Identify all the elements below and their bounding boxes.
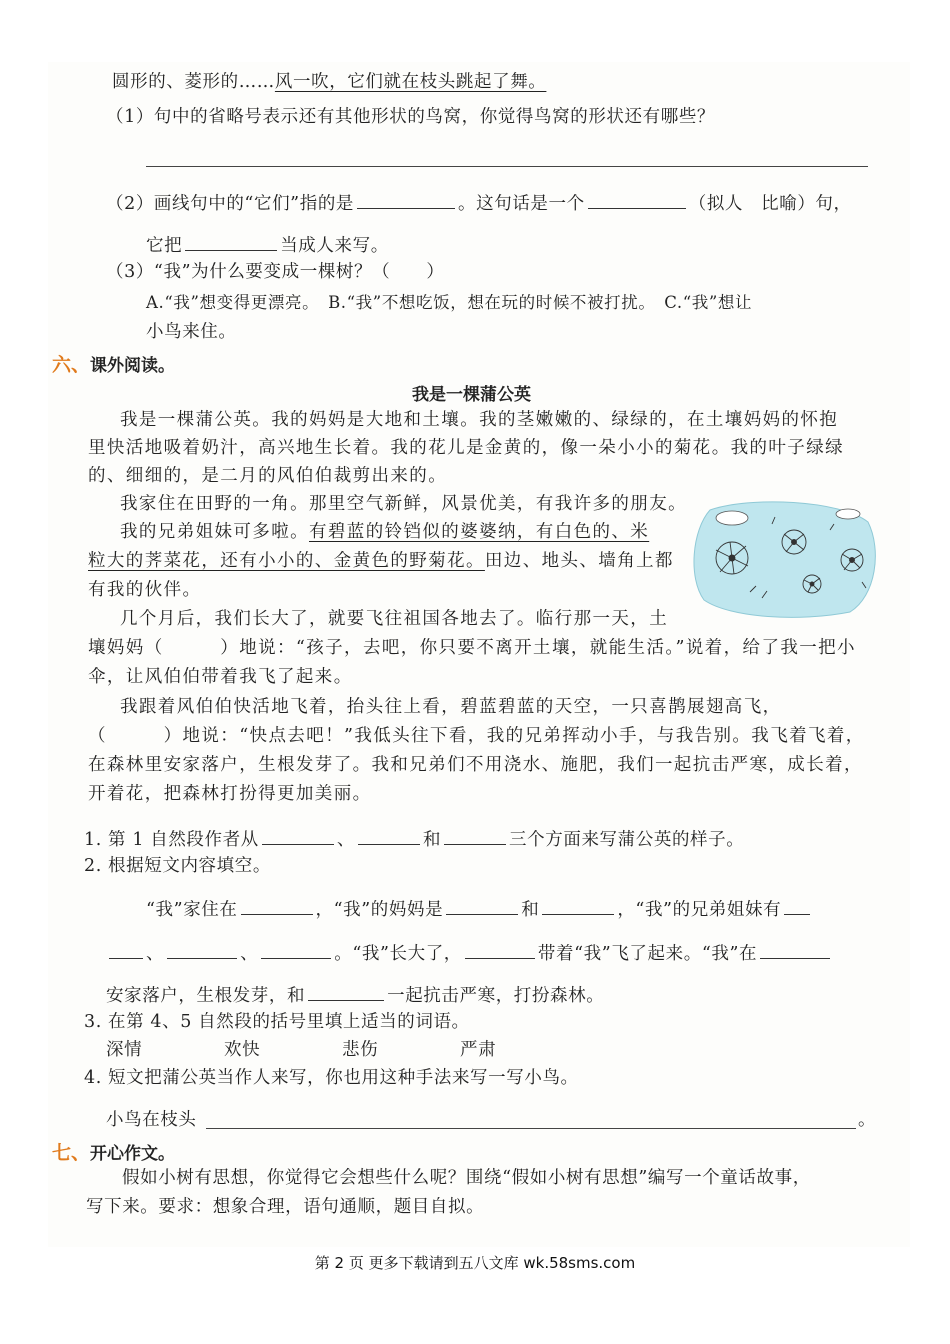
exercise-1: 1. 第 1 自然段作者从 、 和 三个方面来写蒲公英的样子。 (84, 826, 744, 852)
blank-ex2-mother-a[interactable] (446, 896, 518, 915)
question-3-options: A.“我”想变得更漂亮。 B.“我”不想吃饭，想在玩的时候不被打扰。 C.“我”想让 (146, 293, 753, 312)
passage-p1-l2: 里快活地吸着奶汁，高兴地生长着。我的花儿是金黄的，像一朵小小的菊花。我的叶子绿绿 (88, 438, 844, 458)
exercise-4-period: 。 (858, 1110, 877, 1130)
passage-p4-l3: 伞，让风伯伯带着我飞了起来。 (88, 667, 353, 687)
word-option: 悲伤 (342, 1040, 379, 1060)
passage-p5-l4: 开着花，把森林打扮得更加美丽。 (88, 784, 372, 804)
blank-ex2-mother-b[interactable] (542, 896, 614, 915)
blank-ex2-carrier[interactable] (465, 940, 535, 959)
blank-ex1-b[interactable] (358, 826, 420, 845)
exercise-4: 4. 短文把蒲公英当作人来写，你也用这种手法来写一写小鸟。 (84, 1068, 579, 1088)
passage-p5-l3: 在森林里安家落户，生根发芽了。我和兄弟们不用浇水、施肥，我们一起抗击严寒，成长着， (88, 755, 863, 775)
question-3: （3）“我”为什么要变成一棵树？（ ） (106, 262, 445, 282)
page-footer: 第 2 页 更多下载请到五八文库 wk.58sms.com (314, 1254, 636, 1272)
section-6-heading: 六、课外阅读。 (52, 354, 176, 376)
passage-p1-l1: 我是一棵蒲公英。我的妈妈是大地和土壤。我的茎嫩嫩的、绿绿的，在土壤妈妈的怀抱 (120, 410, 839, 430)
blank-ex2-siblings-a-cont[interactable] (109, 940, 143, 959)
answer-line-q1[interactable] (146, 166, 868, 167)
passage-p1-l3: 的、细细的，是二月的风伯伯裁剪出来的。 (88, 466, 448, 486)
composition-prompt-l2: 写下来。要求：想象合理，语句通顺，题目自拟。 (86, 1197, 485, 1217)
dandelion-illustration (690, 500, 878, 618)
blank-q2-type[interactable] (588, 190, 686, 209)
question-2-cont: 它把 当成人来写。 (146, 232, 389, 258)
exercise-3: 3. 在第 4、5 自然段的括号里填上适当的词语。 (84, 1012, 470, 1032)
passage-p5-l2: （ ）地说：“快点去吧！”我低头往下看，我的兄弟挥动小手，与我告别。我飞着飞着， (88, 726, 865, 746)
blank-ex2-siblings-c[interactable] (261, 940, 331, 959)
word-option: 严肃 (460, 1040, 497, 1060)
passage-p3-l2: 粒大的荠菜花，还有小小的、金黄色的野菊花。田边、地头、墙角上都 (88, 551, 674, 571)
passage-p2-l1: 我家住在田野的一角。那里空气新鲜，风景优美，有我许多的朋友。 (120, 494, 687, 514)
word-option: 欢快 (224, 1040, 261, 1060)
blank-ex2-siblings-a[interactable] (784, 896, 810, 915)
blank-ex2-home[interactable] (241, 896, 313, 915)
blank-ex1-a[interactable] (262, 826, 334, 845)
carryover-sentence: 圆形的、菱形的……风一吹，它们就在枝头跳起了舞。 (112, 72, 547, 92)
exercise-2-line-1: “我”家住在 ，“我”的妈妈是 和 ，“我”的兄弟姐妹有 (146, 896, 813, 922)
exercise-2-line-3: 安家落户，生根发芽，和 一起抗击严寒，打扮森林。 (106, 982, 604, 1008)
section-7-heading: 七、开心作文。 (52, 1142, 176, 1164)
question-3-options-cont: 小鸟来住。 (146, 322, 237, 342)
question-1: （1）句中的省略号表示还有其他形状的鸟窝，你觉得鸟窝的形状还有哪些？ (106, 107, 716, 127)
passage-p3-l1: 我的兄弟姐妹可多啦。有碧蓝的铃铛似的婆婆纳，有白色的、米 (120, 522, 650, 542)
answer-line-ex4[interactable] (206, 1128, 856, 1129)
word-bank (106, 1038, 578, 1062)
blank-ex2-place[interactable] (760, 940, 830, 959)
blank-ex2-siblings-b[interactable] (167, 940, 237, 959)
question-2: （2）画线句中的“它们”指的是 。这句话是一个 （拟人 比喻）句， (106, 190, 852, 216)
passage-p3-l3: 有我的伙伴。 (88, 580, 202, 600)
passage-title: 我是一棵蒲公英 (412, 385, 531, 405)
passage-p5-l1: 我跟着风伯伯快活地飞着，抬头往上看，碧蓝碧蓝的天空，一只喜鹊展翅高飞， (120, 697, 782, 717)
passage-p4-l2: 壤妈妈（ ）地说：“孩子，去吧，你只要不离开土壤，就能生活。”说着，给了我一把小 (88, 638, 856, 658)
composition-prompt-l1: 假如小树有思想，你觉得它会想些什么呢？围绕“假如小树有思想”编写一个童话故事， (122, 1168, 811, 1188)
blank-ex2-together[interactable] (308, 982, 384, 1001)
blank-ex1-c[interactable] (444, 826, 506, 845)
blank-q2-object[interactable] (185, 232, 277, 251)
exercise-2: 2. 根据短文内容填空。 (84, 856, 271, 876)
passage-p4-l1: 几个月后，我们长大了，就要飞往祖国各地去了。临行那一天，土 (120, 609, 669, 629)
blank-q2-referent[interactable] (357, 190, 455, 209)
exercise-2-line-2: 、 、 。“我”长大了， 带着“我”飞了起来。“我”在 (106, 940, 833, 966)
word-option: 深情 (106, 1040, 143, 1060)
exercise-4-prompt: 小鸟在枝头 (106, 1110, 197, 1130)
